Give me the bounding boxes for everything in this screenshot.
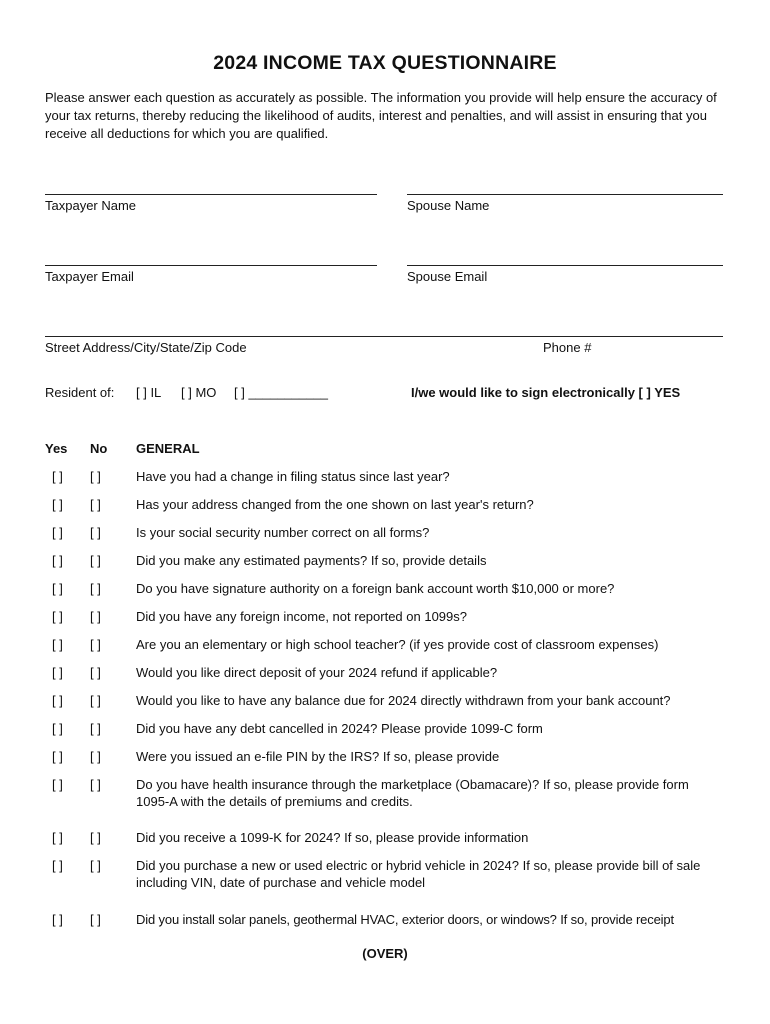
taxpayer-email-label: Taxpayer Email [45, 269, 134, 284]
yes-checkbox[interactable]: [ ] [52, 777, 63, 792]
no-checkbox[interactable]: [ ] [90, 469, 101, 484]
no-checkbox[interactable]: [ ] [90, 665, 101, 680]
question-text: Did you have any foreign income, not reported on 1099s? [136, 609, 467, 624]
question-text: Have you had a change in filing status since last year? [136, 469, 450, 484]
yes-checkbox[interactable]: [ ] [52, 830, 63, 845]
taxpayer-name-label: Taxpayer Name [45, 198, 137, 213]
no-checkbox[interactable]: [ ] [90, 693, 101, 708]
taxpayer-name-line[interactable] [45, 194, 377, 195]
no-checkbox[interactable]: [ ] [90, 637, 101, 652]
question-text: Did you have any debt cancelled in 2024? Please provide 1099-C form [136, 721, 543, 736]
no-column-header: No [90, 441, 108, 456]
no-checkbox[interactable]: [ ] [90, 497, 101, 512]
question-text: Would you like direct deposit of your 2024 refund if applicable? [136, 665, 498, 680]
question-text: Did you purchase a new or used electric or hybrid vehicle in 2024? If so, please provide bill of sale including VIN, date of purchase and vehicle model [136, 858, 701, 890]
resident-other-checkbox[interactable]: [ ] ___________ [234, 385, 328, 400]
no-checkbox[interactable]: [ ] [90, 777, 101, 792]
resident-mo-checkbox[interactable]: [ ] MO [181, 385, 217, 400]
page-title: 2024 INCOME TAX QUESTIONNAIRE [213, 52, 557, 74]
esign-checkbox[interactable]: I/we would like to sign electronically [ ] YES [411, 385, 681, 400]
spouse-name-label: Spouse Name [407, 198, 490, 213]
taxpayer-email-line[interactable] [45, 265, 377, 266]
question-text: Do you have signature authority on a foreign bank account worth $10,000 or more? [136, 581, 615, 596]
yes-checkbox[interactable]: [ ] [52, 665, 63, 680]
yes-checkbox[interactable]: [ ] [52, 469, 63, 484]
yes-checkbox[interactable]: [ ] [52, 749, 63, 764]
question-text: Do you have health insurance through the marketplace (Obamacare)? If so, please provide form 1095-A with the details of premiums and credits. [136, 777, 689, 809]
question-text: Has your address changed from the one shown on last year's return? [136, 497, 534, 512]
no-checkbox[interactable]: [ ] [90, 581, 101, 596]
yes-checkbox[interactable]: [ ] [52, 609, 63, 624]
page-turn-note: (OVER) [362, 946, 408, 961]
yes-checkbox[interactable]: [ ] [52, 912, 63, 927]
spouse-email-line[interactable] [407, 265, 723, 266]
yes-checkbox[interactable]: [ ] [52, 525, 63, 540]
no-checkbox[interactable]: [ ] [90, 553, 101, 568]
no-checkbox[interactable]: [ ] [90, 721, 101, 736]
no-checkbox[interactable]: [ ] [90, 858, 101, 873]
address-line[interactable] [45, 336, 723, 337]
question-text: Did you receive a 1099-K for 2024? If so, please provide information [136, 830, 529, 845]
resident-label: Resident of: [45, 385, 115, 400]
no-checkbox[interactable]: [ ] [90, 525, 101, 540]
spouse-name-line[interactable] [407, 194, 723, 195]
yes-checkbox[interactable]: [ ] [52, 858, 63, 873]
question-text: Are you an elementary or high school teacher? (if yes provide cost of classroom expenses) [136, 637, 659, 652]
no-checkbox[interactable]: [ ] [90, 912, 101, 927]
question-text: Did you make any estimated payments? If so, provide details [136, 553, 487, 568]
spouse-email-label: Spouse Email [407, 269, 488, 284]
no-checkbox[interactable]: [ ] [90, 609, 101, 624]
phone-label: Phone # [543, 340, 592, 355]
intro-paragraph: Please answer each question as accurately as possible. The information you provide will help ensure the accuracy of your tax returns, thereby reducing the likelihood of audits, interest and penalties, and will assist in ensuring that you receive all deductions for which you are qualified. [45, 90, 717, 141]
yes-checkbox[interactable]: [ ] [52, 553, 63, 568]
no-checkbox[interactable]: [ ] [90, 749, 101, 764]
yes-column-header: Yes [45, 441, 68, 456]
no-checkbox[interactable]: [ ] [90, 830, 101, 845]
section-header-general: GENERAL [136, 441, 200, 456]
resident-il-checkbox[interactable]: [ ] IL [136, 385, 162, 400]
yes-checkbox[interactable]: [ ] [52, 497, 63, 512]
yes-checkbox[interactable]: [ ] [52, 581, 63, 596]
question-text: Is your social security number correct on all forms? [136, 525, 430, 540]
yes-checkbox[interactable]: [ ] [52, 693, 63, 708]
question-text: Were you issued an e-file PIN by the IRS? If so, please provide [136, 749, 500, 764]
yes-checkbox[interactable]: [ ] [52, 637, 63, 652]
address-label: Street Address/City/State/Zip Code [45, 340, 247, 355]
question-text: Did you install solar panels, geothermal HVAC, exterior doors, or windows? If so, provide receipt [136, 912, 674, 927]
yes-checkbox[interactable]: [ ] [52, 721, 63, 736]
question-text: Would you like to have any balance due for 2024 directly withdrawn from your bank account? [136, 693, 671, 708]
